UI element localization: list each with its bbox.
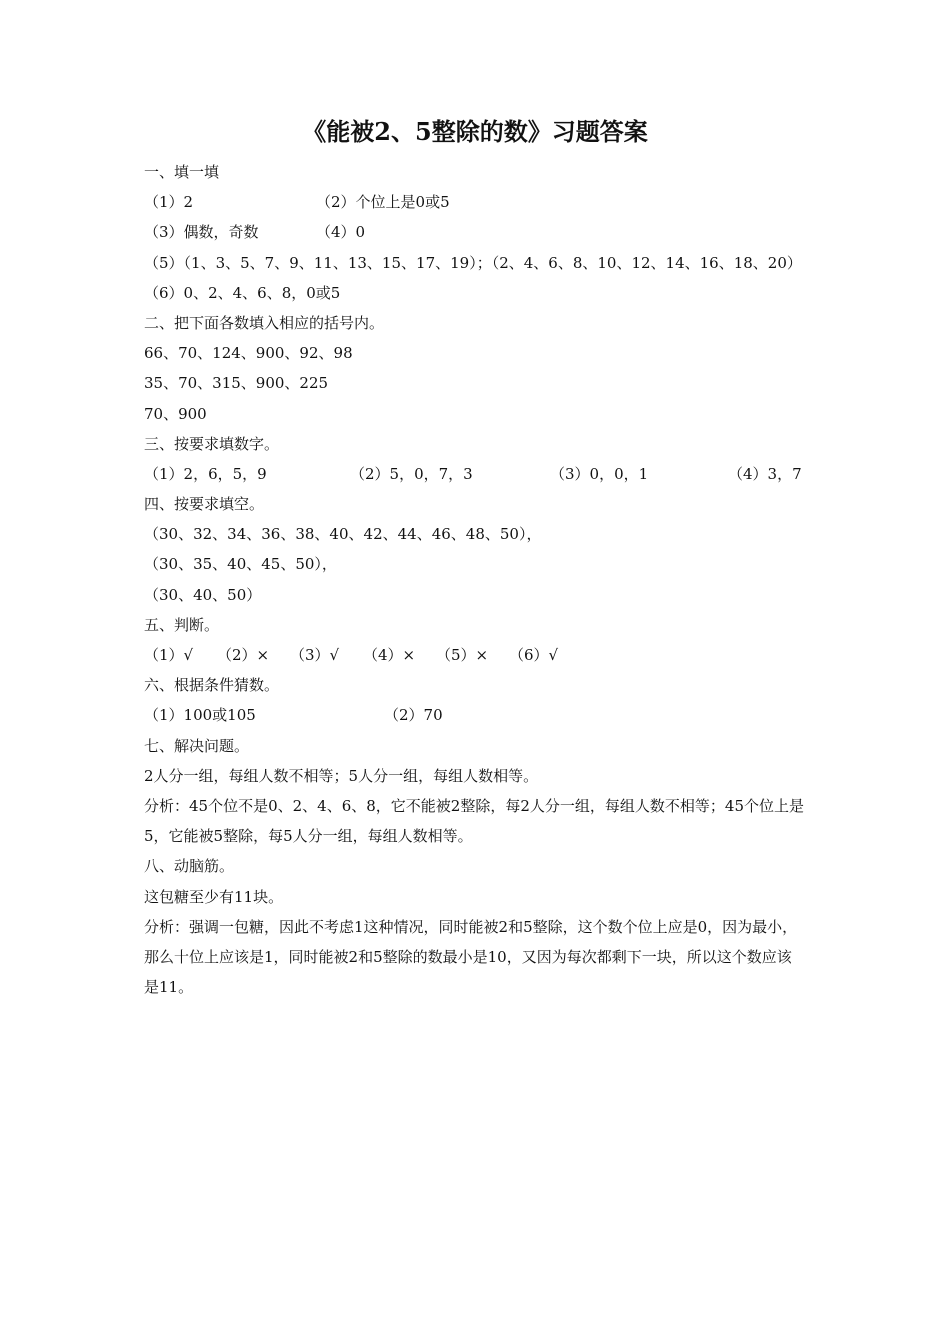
s3-answer-2: （2）5，0，7，3 <box>350 464 473 483</box>
s3-answer-4: （4）3，7 <box>728 464 802 483</box>
s3-answer-1: （1）2，6，5，9 <box>144 464 267 483</box>
s1-answer-2: （2）个位上是0或5 <box>316 193 450 212</box>
answer-content <box>144 157 804 1002</box>
s3-answer-3: （3）0，0，1 <box>550 464 649 483</box>
section-4-heading: 四、按要求填空。 <box>144 495 265 514</box>
s8-analysis: 分析：强调一包糖，因此不考虑1这种情况，同时能被2和5整除，这个数个位上应是0，因为最小，那么十位上应该是1，同时能被2和5整除的数最小是10，又因为每次都剩下一块，所以这个数应该是11。 <box>144 917 798 997</box>
s1-answer-3: （3）偶数，奇数 <box>144 223 259 242</box>
s1-answer-4: （4）0 <box>316 223 366 242</box>
document-title: 《能被2、5整除的数》习题答案 <box>302 117 648 146</box>
section-1-heading: 一、填一填 <box>144 163 220 181</box>
section-7-heading: 七、解决问题。 <box>144 736 250 755</box>
s7-analysis: 分析：45个位不是0、2、4、6、8，它不能被2整除，每2人分一组，每组人数不相等；45个位上是5，它能被5整除，每5人分一组，每组人数相等。 <box>144 796 804 846</box>
s8-answer: 这包糖至少有11块。 <box>144 887 284 906</box>
s4-answer-3: （30、40、50） <box>144 585 262 604</box>
s6-answer-2: （2）70 <box>384 706 443 725</box>
section-6-heading: 六、根据条件猜数。 <box>144 676 280 695</box>
s7-answer: 2人分一组，每组人数不相等；5人分一组，每组人数相等。 <box>144 766 539 785</box>
section-5-heading: 五、判断。 <box>144 615 220 634</box>
section-3-row <box>144 459 804 489</box>
section-5-row <box>144 640 804 670</box>
section-8-heading: 八、动脑筋。 <box>144 857 235 876</box>
section-3-heading: 三、按要求填数字。 <box>144 434 280 453</box>
s1-answer-1: （1）2 <box>144 193 194 212</box>
s5-judgment-1: （1）√ <box>144 646 194 665</box>
s1-answer-6: （6）0、2、4、6、8，0或5 <box>144 283 341 302</box>
s1-answer-5: （5）（1、3、5、7、9、11、13、15、17、19）；（2、4、6、8、10、12、14、16、18、20） <box>144 253 802 272</box>
s5-judgment-6: （6）√ <box>509 646 559 665</box>
s6-answer-1: （1）100或105 <box>144 706 256 725</box>
s2-answer-3: 70、900 <box>144 404 207 423</box>
s5-judgment-4: （4）× <box>363 646 416 665</box>
s5-judgment-3: （3）√ <box>290 646 340 665</box>
section-1-row-2 <box>144 217 804 247</box>
s5-judgment-5: （5）× <box>436 646 489 665</box>
s5-judgment-2: （2）× <box>217 646 270 665</box>
s4-answer-2: （30、35、40、45、50）， <box>144 555 337 574</box>
s2-answer-2: 35、70、315、900、225 <box>144 374 329 393</box>
section-2-heading: 二、把下面各数填入相应的括号内。 <box>144 313 385 332</box>
section-1-row-1 <box>144 187 804 217</box>
section-6-row <box>144 700 804 730</box>
s2-answer-1: 66、70、124、900、92、98 <box>144 344 353 363</box>
s4-answer-1: （30、32、34、36、38、40、42、44、46、48、50）， <box>144 525 542 544</box>
